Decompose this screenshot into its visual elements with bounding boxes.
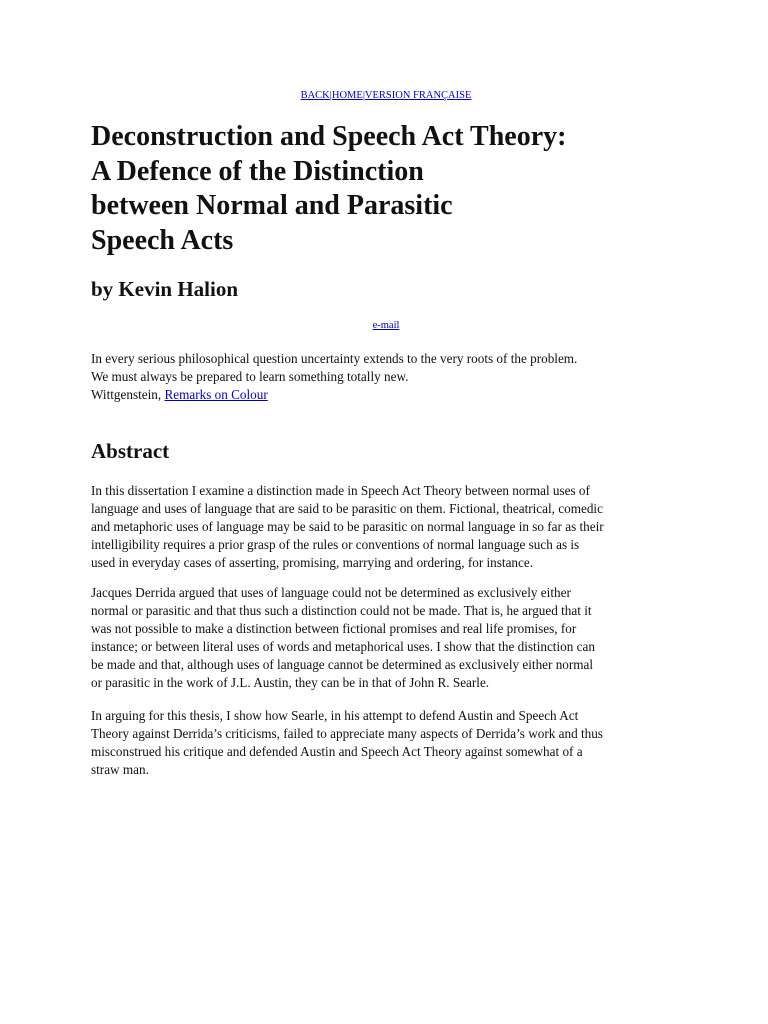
title-line: A Defence of the Distinction <box>91 155 424 187</box>
title-line: Deconstruction and Speech Act Theory: <box>91 121 567 152</box>
epigraph-author: Wittgenstein, <box>91 387 165 402</box>
paragraph-line: Jacques Derrida argued that uses of language could not be determined as exclusively either <box>91 585 571 600</box>
abstract-heading: Abstract <box>91 439 170 463</box>
nav-separator: | <box>329 90 332 101</box>
nav-separator: | <box>362 90 365 101</box>
paragraph-line: intelligibility requires a prior grasp of the rules or conventions of normal language such as is <box>91 537 580 552</box>
paragraph-line: In arguing for this thesis, I show how Searle, in his attempt to defend Austin and Speech Act <box>91 708 579 723</box>
back-link[interactable]: BACK <box>300 90 330 101</box>
top-navigation <box>91 89 681 103</box>
paragraph-line: language and uses of language that are said to be parasitic on them. Fictional, theatrical, comedic <box>91 501 603 516</box>
epigraph <box>91 350 577 404</box>
paragraph-line: In this dissertation I examine a distinction made in Speech Act Theory between normal uses of <box>91 483 590 498</box>
abstract-paragraph-3 <box>91 707 681 779</box>
french-version-link[interactable]: VERSION FRANÇAISE <box>364 90 472 101</box>
title-line: between Normal and Parasitic <box>91 190 453 221</box>
paragraph-line: normal or parasitic and that thus such a distinction could not be made. That is, he argued that it <box>91 603 592 618</box>
home-link[interactable]: HOME <box>331 90 363 101</box>
title-line: Speech Acts <box>91 224 234 256</box>
paragraph-line: instance; or between literal uses of words and metaphorical uses. I show that the distinction can <box>91 639 595 654</box>
epigraph-line: In every serious philosophical question uncertainty extends to the very roots of the problem. <box>91 351 578 366</box>
abstract-paragraph-2 <box>91 584 681 692</box>
paragraph-line: was not possible to make a distinction between fictional promises and real life promises, for <box>91 621 577 636</box>
author-byline: by Kevin Halion <box>91 277 239 301</box>
paragraph-line: used in everyday cases of asserting, promising, marrying and ordering, for instance. <box>91 555 534 570</box>
abstract-paragraph-1 <box>91 482 681 572</box>
paragraph-line: and metaphoric uses of language may be said to be parasitic on normal language in so far as their <box>91 519 604 534</box>
epigraph-line: We must always be prepared to learn something totally new. <box>91 369 409 384</box>
paragraph-line: Theory against Derrida’s criticisms, failed to appreciate many aspects of Derrida’s work and thus <box>91 726 603 741</box>
paragraph-line: straw man. <box>91 762 149 777</box>
email-row <box>91 319 681 333</box>
epigraph-attribution <box>91 386 577 404</box>
paragraph-line: or parasitic in the work of J.L. Austin, they can be in that of John R. Searle. <box>91 675 490 690</box>
email-link[interactable]: e-mail <box>372 320 400 331</box>
paragraph-line: misconstrued his critique and defended Austin and Speech Act Theory against somewhat of a <box>91 744 583 759</box>
page-title <box>91 120 566 258</box>
remarks-on-colour-link[interactable]: Remarks on Colour <box>164 387 268 402</box>
paragraph-line: be made and that, although uses of language cannot be determined as exclusively either normal <box>91 657 594 672</box>
